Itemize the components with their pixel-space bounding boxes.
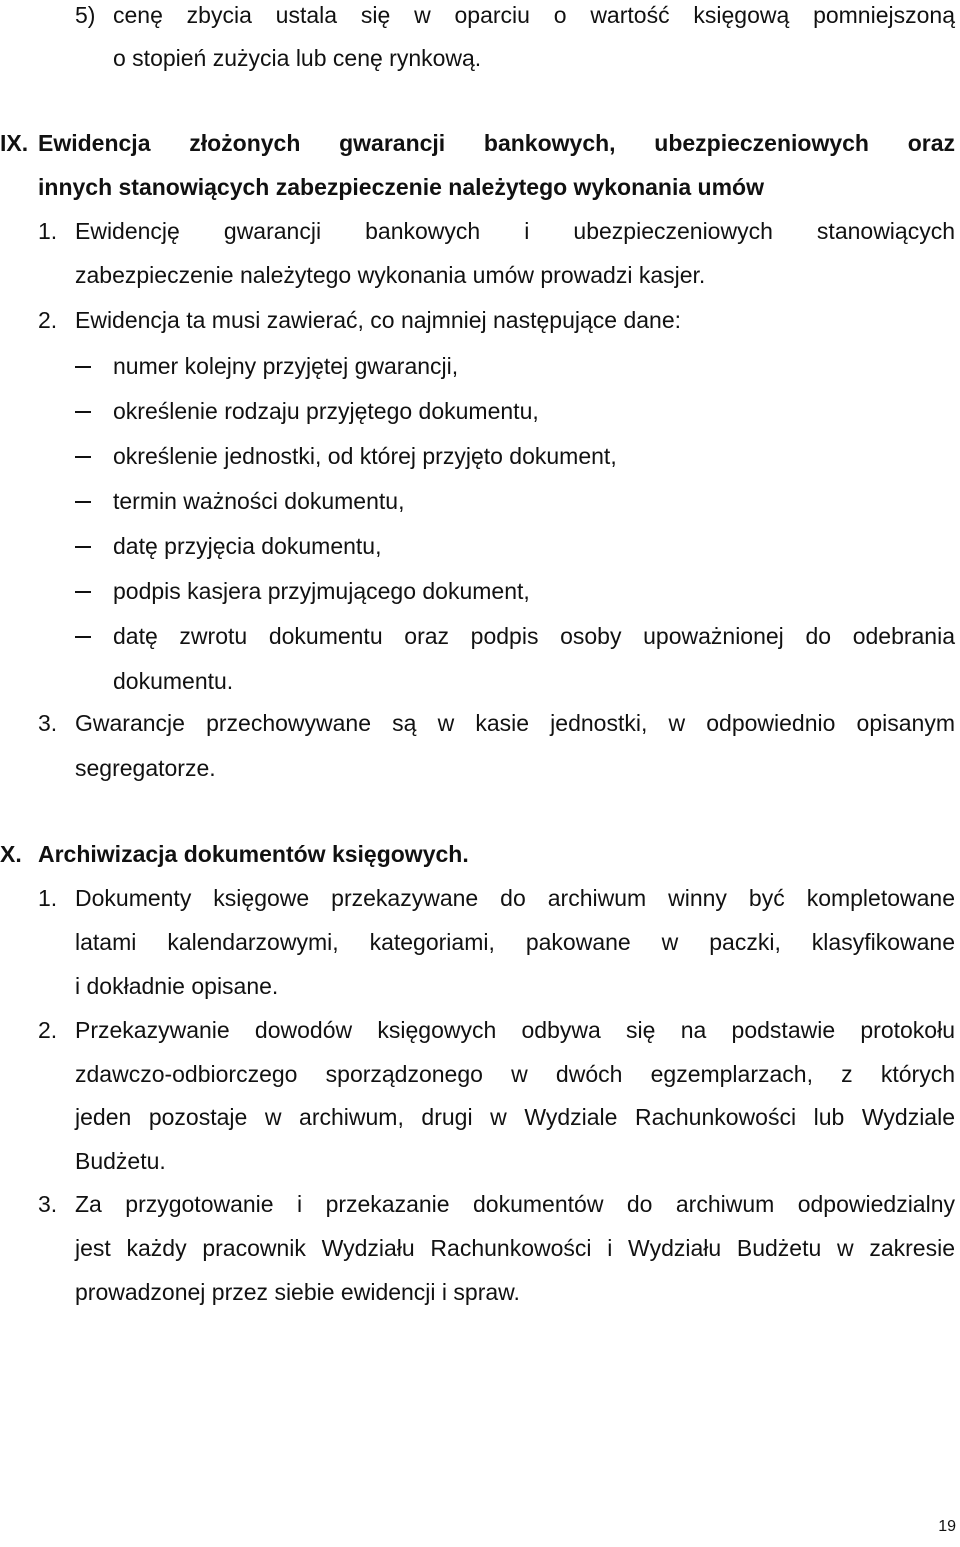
- section10-p1-line: Dokumenty księgowe przekazywane do archiwum winny być kompletowane: [75, 885, 955, 911]
- section10-p2-line: zdawczo-odbiorczego sporządzonego w dwóch egzemplarzach, z których: [75, 1061, 955, 1087]
- list-dash: [75, 591, 91, 593]
- list-item-continuation: dokumentu.: [113, 668, 234, 694]
- section9-p2-number: 2.: [38, 307, 58, 333]
- list-item: określenie rodzaju przyjętego dokumentu,: [113, 398, 539, 424]
- section10-p2-number: 2.: [38, 1017, 58, 1043]
- list-dash: [75, 546, 91, 548]
- list-dash: [75, 636, 91, 638]
- section10-p2-line: Przekazywanie dowodów księgowych odbywa się na podstawie protokołu: [75, 1017, 955, 1043]
- section10-p3-number: 3.: [38, 1191, 58, 1217]
- section10-p1-line: latami kalendarzowymi, kategoriami, pakowane w paczki, klasyfikowane: [75, 929, 955, 955]
- section9-title-line1: Ewidencja złożonych gwarancji bankowych, ubezpieczeniowych oraz: [38, 130, 955, 156]
- item5-line1: cenę zbycia ustala się w oparciu o wartość księgową pomniejszoną: [113, 2, 955, 28]
- list-item: datę zwrotu dokumentu oraz podpis osoby upoważnionej do odebrania: [113, 623, 955, 649]
- section10-p3-line: jest każdy pracownik Wydziału Rachunkowości i Wydziału Budżetu w zakresie: [75, 1235, 955, 1261]
- section9-p1-line1: Ewidencję gwarancji bankowych i ubezpieczeniowych stanowiących: [75, 218, 955, 244]
- list-item: numer kolejny przyjętej gwarancji,: [113, 353, 459, 379]
- section9-p3-line1: Gwarancje przechowywane są w kasie jednostki, w odpowiednio opisanym: [75, 710, 955, 736]
- list-dash: [75, 366, 91, 368]
- item5-number: 5): [75, 2, 96, 28]
- section9-p1-number: 1.: [38, 218, 58, 244]
- section10-p1-line: i dokładnie opisane.: [75, 973, 279, 999]
- section10-number: X.: [0, 841, 22, 867]
- list-item: podpis kasjera przyjmującego dokument,: [113, 578, 530, 604]
- section9-number: IX.: [0, 130, 29, 156]
- section9-p1-line2: zabezpieczenie należytego wykonania umów prowadzi kasjer.: [75, 262, 706, 288]
- section10-p1-number: 1.: [38, 885, 58, 911]
- section10-p2-line: jeden pozostaje w archiwum, drugi w Wydziale Rachunkowości lub Wydziale: [75, 1104, 955, 1130]
- section10-title: Archiwizacja dokumentów księgowych.: [38, 841, 469, 867]
- section9-title-line2: innych stanowiących zabezpieczenie należytego wykonania umów: [38, 174, 764, 200]
- section10-p3-line: Za przygotowanie i przekazanie dokumentów do archiwum odpowiedzialny: [75, 1191, 955, 1217]
- item5-line2: o stopień zużycia lub cenę rynkową.: [113, 45, 482, 71]
- list-item: określenie jednostki, od której przyjęto dokument,: [113, 443, 617, 469]
- list-item: datę przyjęcia dokumentu,: [113, 533, 382, 559]
- list-dash: [75, 501, 91, 503]
- section9-p3-line2: segregatorze.: [75, 755, 216, 781]
- section9-p2-intro: Ewidencja ta musi zawierać, co najmniej następujące dane:: [75, 307, 681, 333]
- list-dash: [75, 456, 91, 458]
- section10-p3-line: prowadzonej przez siebie ewidencji i spraw.: [75, 1279, 520, 1305]
- section9-p3-number: 3.: [38, 710, 58, 736]
- section10-p2-line: Budżetu.: [75, 1148, 166, 1174]
- page-number: 19: [938, 1518, 956, 1535]
- list-dash: [75, 411, 91, 413]
- list-item: termin ważności dokumentu,: [113, 488, 405, 514]
